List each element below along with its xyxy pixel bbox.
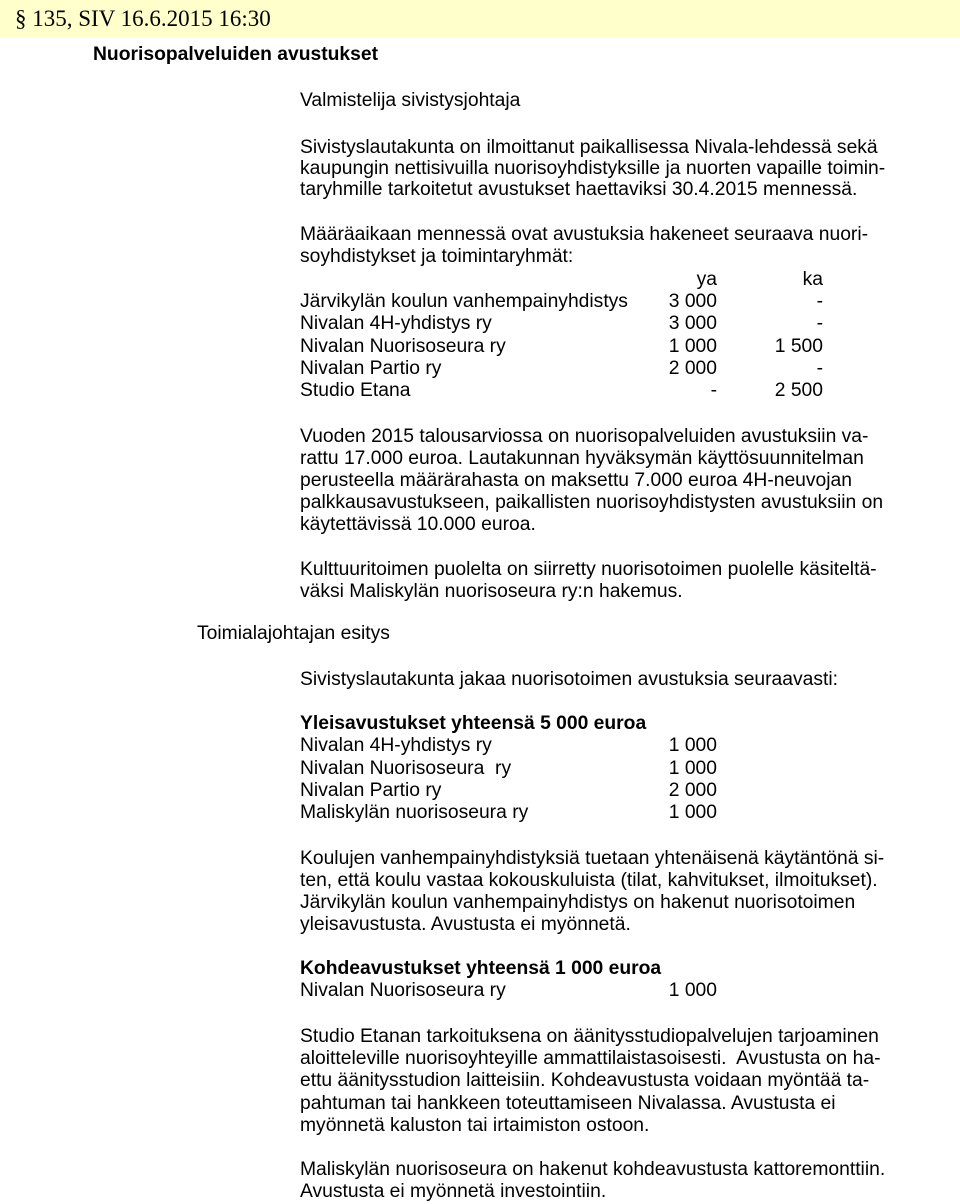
grant-amount: 2 000	[668, 779, 717, 801]
grant-amount: 1 000	[668, 735, 717, 757]
applied-ya: 2 000	[668, 357, 717, 379]
applied-ya: 3 000	[668, 313, 717, 335]
paragraph-line: Sivistyslautakunta on ilmoittanut paikallisessa Nivala-lehdessä sekä	[300, 137, 878, 158]
paragraph-line: Studio Etanan tarkoituksena on äänitysstudiopalvelujen tarjoaminen	[300, 1026, 879, 1047]
paragraph-line: perusteella määrärahasta on maksettu 7.000 euroa 4H-neuvojan	[300, 470, 853, 491]
applied-ya: 3 000	[668, 291, 717, 313]
grantee-name: Nivalan Nuorisoseura ry	[300, 980, 506, 1002]
paragraph-line: pahtuman tai hankkeen toteuttamiseen Nivalassa. Avustusta ei	[300, 1092, 836, 1114]
proposal-label: Toimialajohtajan esitys	[197, 623, 390, 644]
applied-ka: -	[816, 291, 823, 313]
budget-paragraph	[300, 426, 883, 536]
header-band	[0, 0, 960, 37]
table-row	[300, 980, 823, 1002]
applicant-name: Studio Etana	[300, 379, 411, 401]
applied-ka: 2 500	[774, 379, 823, 401]
paragraph-line: Koulujen vanhempainyhdistyksiä tuetaan yhtenäisenä käytäntönä si-	[300, 848, 885, 869]
applicant-name: Järvikylän koulun vanhempainyhdistys	[300, 291, 628, 313]
paragraph-line: soyhdistykset ja toimintaryhmät:	[300, 246, 574, 267]
grant-amount: 1 000	[668, 802, 717, 824]
applicant-name: Nivalan Nuorisoseura ry	[300, 335, 506, 357]
table-row	[300, 380, 823, 402]
paragraph-line: palkkausavustukseen, paikallisten nuorisoyhdistysten avustuksiin on	[300, 492, 884, 513]
paragraph-line: ettu äänitysstudion laitteisiin. Kohdeavustusta voidaan myöntää ta-	[300, 1070, 870, 1092]
paragraph-line: kaupungin nettisivuilla nuorisoyhdistyksille ja nuorten vapaille toimin-	[300, 158, 886, 179]
table-row	[300, 336, 823, 358]
applicants-table	[300, 269, 823, 402]
project-grants-table	[300, 958, 823, 1003]
grantee-name: Nivalan 4H-yhdistys ry	[300, 735, 492, 757]
paragraph-line: väksi Maliskylän nuorisoseura ry:n hakemus.	[300, 581, 683, 602]
paragraph-line: taryhmille tarkoitetut avustukset haettaviksi 30.4.2015 mennessä.	[300, 179, 858, 200]
maliskyla-note-paragraph	[300, 1159, 885, 1203]
paragraph-line: Kulttuuritoimen puolelta on siirretty nuorisotoimen puolelle käsiteltä-	[300, 559, 877, 580]
paragraph-line: rattu 17.000 euroa. Lautakunnan hyväksymän käyttösuunnitelman	[300, 448, 864, 469]
general-grants-table	[300, 713, 823, 824]
paragraph-line: Maliskylän nuorisoseura on hakenut kohdeavustusta kattoremonttiin.	[300, 1159, 886, 1180]
grant-amount: 1 000	[668, 757, 717, 779]
preparer-line: Valmistelija sivistysjohtaja	[300, 90, 521, 111]
table-row	[300, 780, 823, 802]
paragraph-line: käytettävissä 10.000 euroa.	[300, 514, 536, 535]
paragraph-line: Määräaikaan mennessä ovat avustuksia hakeneet seuraava nuori-	[300, 224, 869, 245]
paragraph-line: Järvikylän koulun vanhempainyhdistys on hakenut nuorisotoimen	[300, 892, 856, 913]
applied-ka: -	[816, 313, 823, 335]
table-row	[300, 758, 823, 780]
column-header-ya: ya	[696, 269, 717, 290]
paragraph-line: yleisavustusta. Avustusta ei myönnetä.	[300, 914, 631, 935]
section-heading: § 135, SIV 16.6.2015 16:30	[15, 6, 271, 31]
applicants-intro-paragraph	[300, 224, 868, 268]
applied-ka: 1 500	[774, 335, 823, 357]
paragraph-line: aloitteleville nuorisoyhteyille ammattilaistasoisesti. Avustusta on ha-	[300, 1048, 881, 1070]
table-row	[300, 735, 823, 757]
table-row	[300, 291, 823, 313]
transfer-paragraph	[300, 559, 877, 603]
applicant-name: Nivalan 4H-yhdistys ry	[300, 313, 492, 335]
applied-ya: -	[710, 379, 717, 401]
table-header-row	[300, 269, 823, 291]
project-grants-heading: Kohdeavustukset yhteensä 1 000 euroa	[300, 958, 662, 979]
intro-paragraph	[300, 137, 885, 200]
paragraph-line: ten, että koulu vastaa kokouskuluista (tilat, kahvitukset, ilmoitukset).	[300, 870, 878, 891]
applied-ka: -	[816, 357, 823, 379]
paragraph-line: Avustusta ei myönnetä investointiin.	[300, 1181, 607, 1202]
table-row	[300, 802, 823, 824]
paragraph-line: Vuoden 2015 talousarviossa on nuorisopalveluiden avustuksiin va-	[300, 426, 869, 447]
table-row	[300, 358, 823, 380]
grantee-name: Maliskylän nuorisoseura ry	[300, 802, 529, 824]
grantee-name: Nivalan Partio ry	[300, 779, 442, 801]
proposal-intro: Sivistyslautakunta jakaa nuorisotoimen avustuksia seuraavasti:	[300, 669, 839, 690]
studio-note-paragraph	[300, 1026, 881, 1137]
general-note-paragraph	[300, 848, 884, 936]
general-grants-heading: Yleisavustukset yhteensä 5 000 euroa	[300, 713, 647, 734]
table-row	[300, 313, 823, 335]
paragraph-line: myönnetä kaluston tai irtaimiston ostoon.	[300, 1114, 650, 1136]
grantee-name: Nivalan Nuorisoseura ry	[300, 757, 512, 779]
applied-ya: 1 000	[668, 335, 717, 357]
grant-amount: 1 000	[668, 980, 717, 1002]
page-title: Nuorisopalveluiden avustukset	[93, 44, 379, 65]
column-header-ka: ka	[802, 269, 823, 290]
applicant-name: Nivalan Partio ry	[300, 357, 442, 379]
